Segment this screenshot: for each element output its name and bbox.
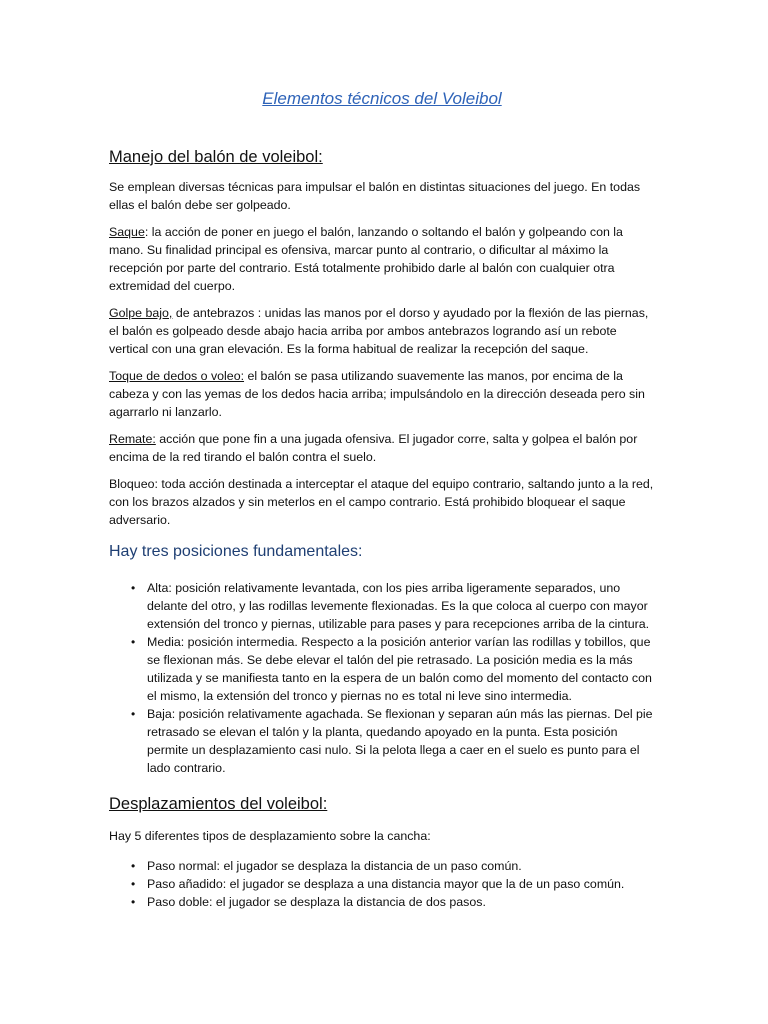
text-remate: acción que pone fin a una jugada ofensiva. El jugador corre, salta y golpea el balón por encima de la red tirando el balón contra el suelo.	[109, 432, 638, 464]
paragraph-toque-dedos	[109, 367, 655, 421]
bullet-icon: •	[131, 707, 136, 721]
term-saque: Saque	[109, 225, 145, 239]
list-item-paso-anadido: • Paso añadido: el jugador se desplaza a una distancia mayor que la de un paso común.	[131, 877, 625, 891]
bullet-icon: •	[131, 895, 136, 909]
document-title: Elementos técnicos del Voleibol	[262, 89, 502, 108]
term-toque-dedos: Toque de dedos o voleo:	[109, 369, 245, 383]
text-saque: : la acción de poner en juego el balón, lanzando o soltando el balón y golpeando con la mano. Su finalidad principal es ofensiva, marcar punto al contrario, o dificultar al máximo la recepción por parte del contrario. Está totalmente prohibido darle al balón con cualquier otra extremidad del cuerpo.	[109, 225, 623, 293]
bullet-icon: •	[131, 635, 136, 649]
section-heading-manejo: Manejo del balón de voleibol:	[109, 148, 323, 166]
paragraph-remate	[109, 430, 655, 466]
bullet-icon: •	[131, 877, 136, 891]
list-item-alta: • Alta: posición relativamente levantada, con los pies arriba ligeramente separados, uno delante del otro, y las rodillas levemente flexionadas. Es la que coloca al cuerpo con mayor extensión del tronco y piernas, utilizable para pases y para recepciones arriba de la cintura.	[131, 581, 650, 631]
list-item-media: • Media: posición intermedia. Respecto a la posición anterior varían las rodillas y tobillos, que se flexionan más. Se debe elevar el talón del pie retrasado. La posición media es la más utilizada y se manifiesta tanto en la espera de un balón como del momento del contacto con el mismo, la extensión del tronco y piernas no es total ni leve sino intermedia.	[131, 635, 652, 703]
document-page	[109, 88, 655, 927]
term-golpe-bajo: Golpe bajo,	[109, 306, 173, 320]
text-golpe-bajo: de antebrazos : unidas las manos por el dorso y ayudado por la flexión de las piernas, el balón es golpeado desde abajo hacia arriba por ambos antebrazos logrando así un rebote vertical con una gran elevación. Es la forma habitual de realizar la recepción del saque.	[109, 306, 649, 356]
intro-paragraph: Se emplean diversas técnicas para impulsar el balón en distintas situaciones del juego. En todas ellas el balón debe ser golpeado.	[109, 180, 641, 212]
paragraph-bloqueo: Bloqueo: toda acción destinada a interceptar el ataque del equipo contrario, saltando junto a la red, con los brazos alzados y sin meterlos en el campo contrario. Está prohibido bloquear el saque adversario.	[109, 477, 654, 527]
section-heading-posiciones: Hay tres posiciones fundamentales:	[109, 543, 363, 560]
list-item-baja: • Baja: posición relativamente agachada. Se flexionan y separan aún más las piernas. Del pie retrasado se elevan el talón y la planta, quedando apoyado en la punta. Esta posición permite un desplazamiento casi nulo. Si la pelota llega a caer en el suelo es punto para el lado contrario.	[131, 707, 653, 775]
list-item-paso-normal: • Paso normal: el jugador se desplaza la distancia de un paso común.	[131, 859, 522, 873]
paragraph-saque	[109, 223, 655, 295]
positions-list	[109, 579, 655, 777]
desplazamientos-intro: Hay 5 diferentes tipos de desplazamiento sobre la cancha:	[109, 829, 431, 843]
list-item-paso-doble: • Paso doble: el jugador se desplaza la distancia de dos pasos.	[131, 895, 486, 909]
bullet-icon: •	[131, 581, 136, 595]
paragraph-golpe-bajo	[109, 304, 655, 358]
steps-list	[109, 857, 655, 911]
bullet-icon: •	[131, 859, 136, 873]
text-toque-dedos: el balón se pasa utilizando suavemente las manos, por encima de la cabeza y con las yemas de los dedos hacia arriba; impulsándolo en la dirección deseada pero sin agarrarlo ni lanzarlo.	[109, 369, 645, 419]
section-heading-desplazamientos: Desplazamientos del voleibol:	[109, 795, 328, 813]
term-remate: Remate:	[109, 432, 156, 446]
